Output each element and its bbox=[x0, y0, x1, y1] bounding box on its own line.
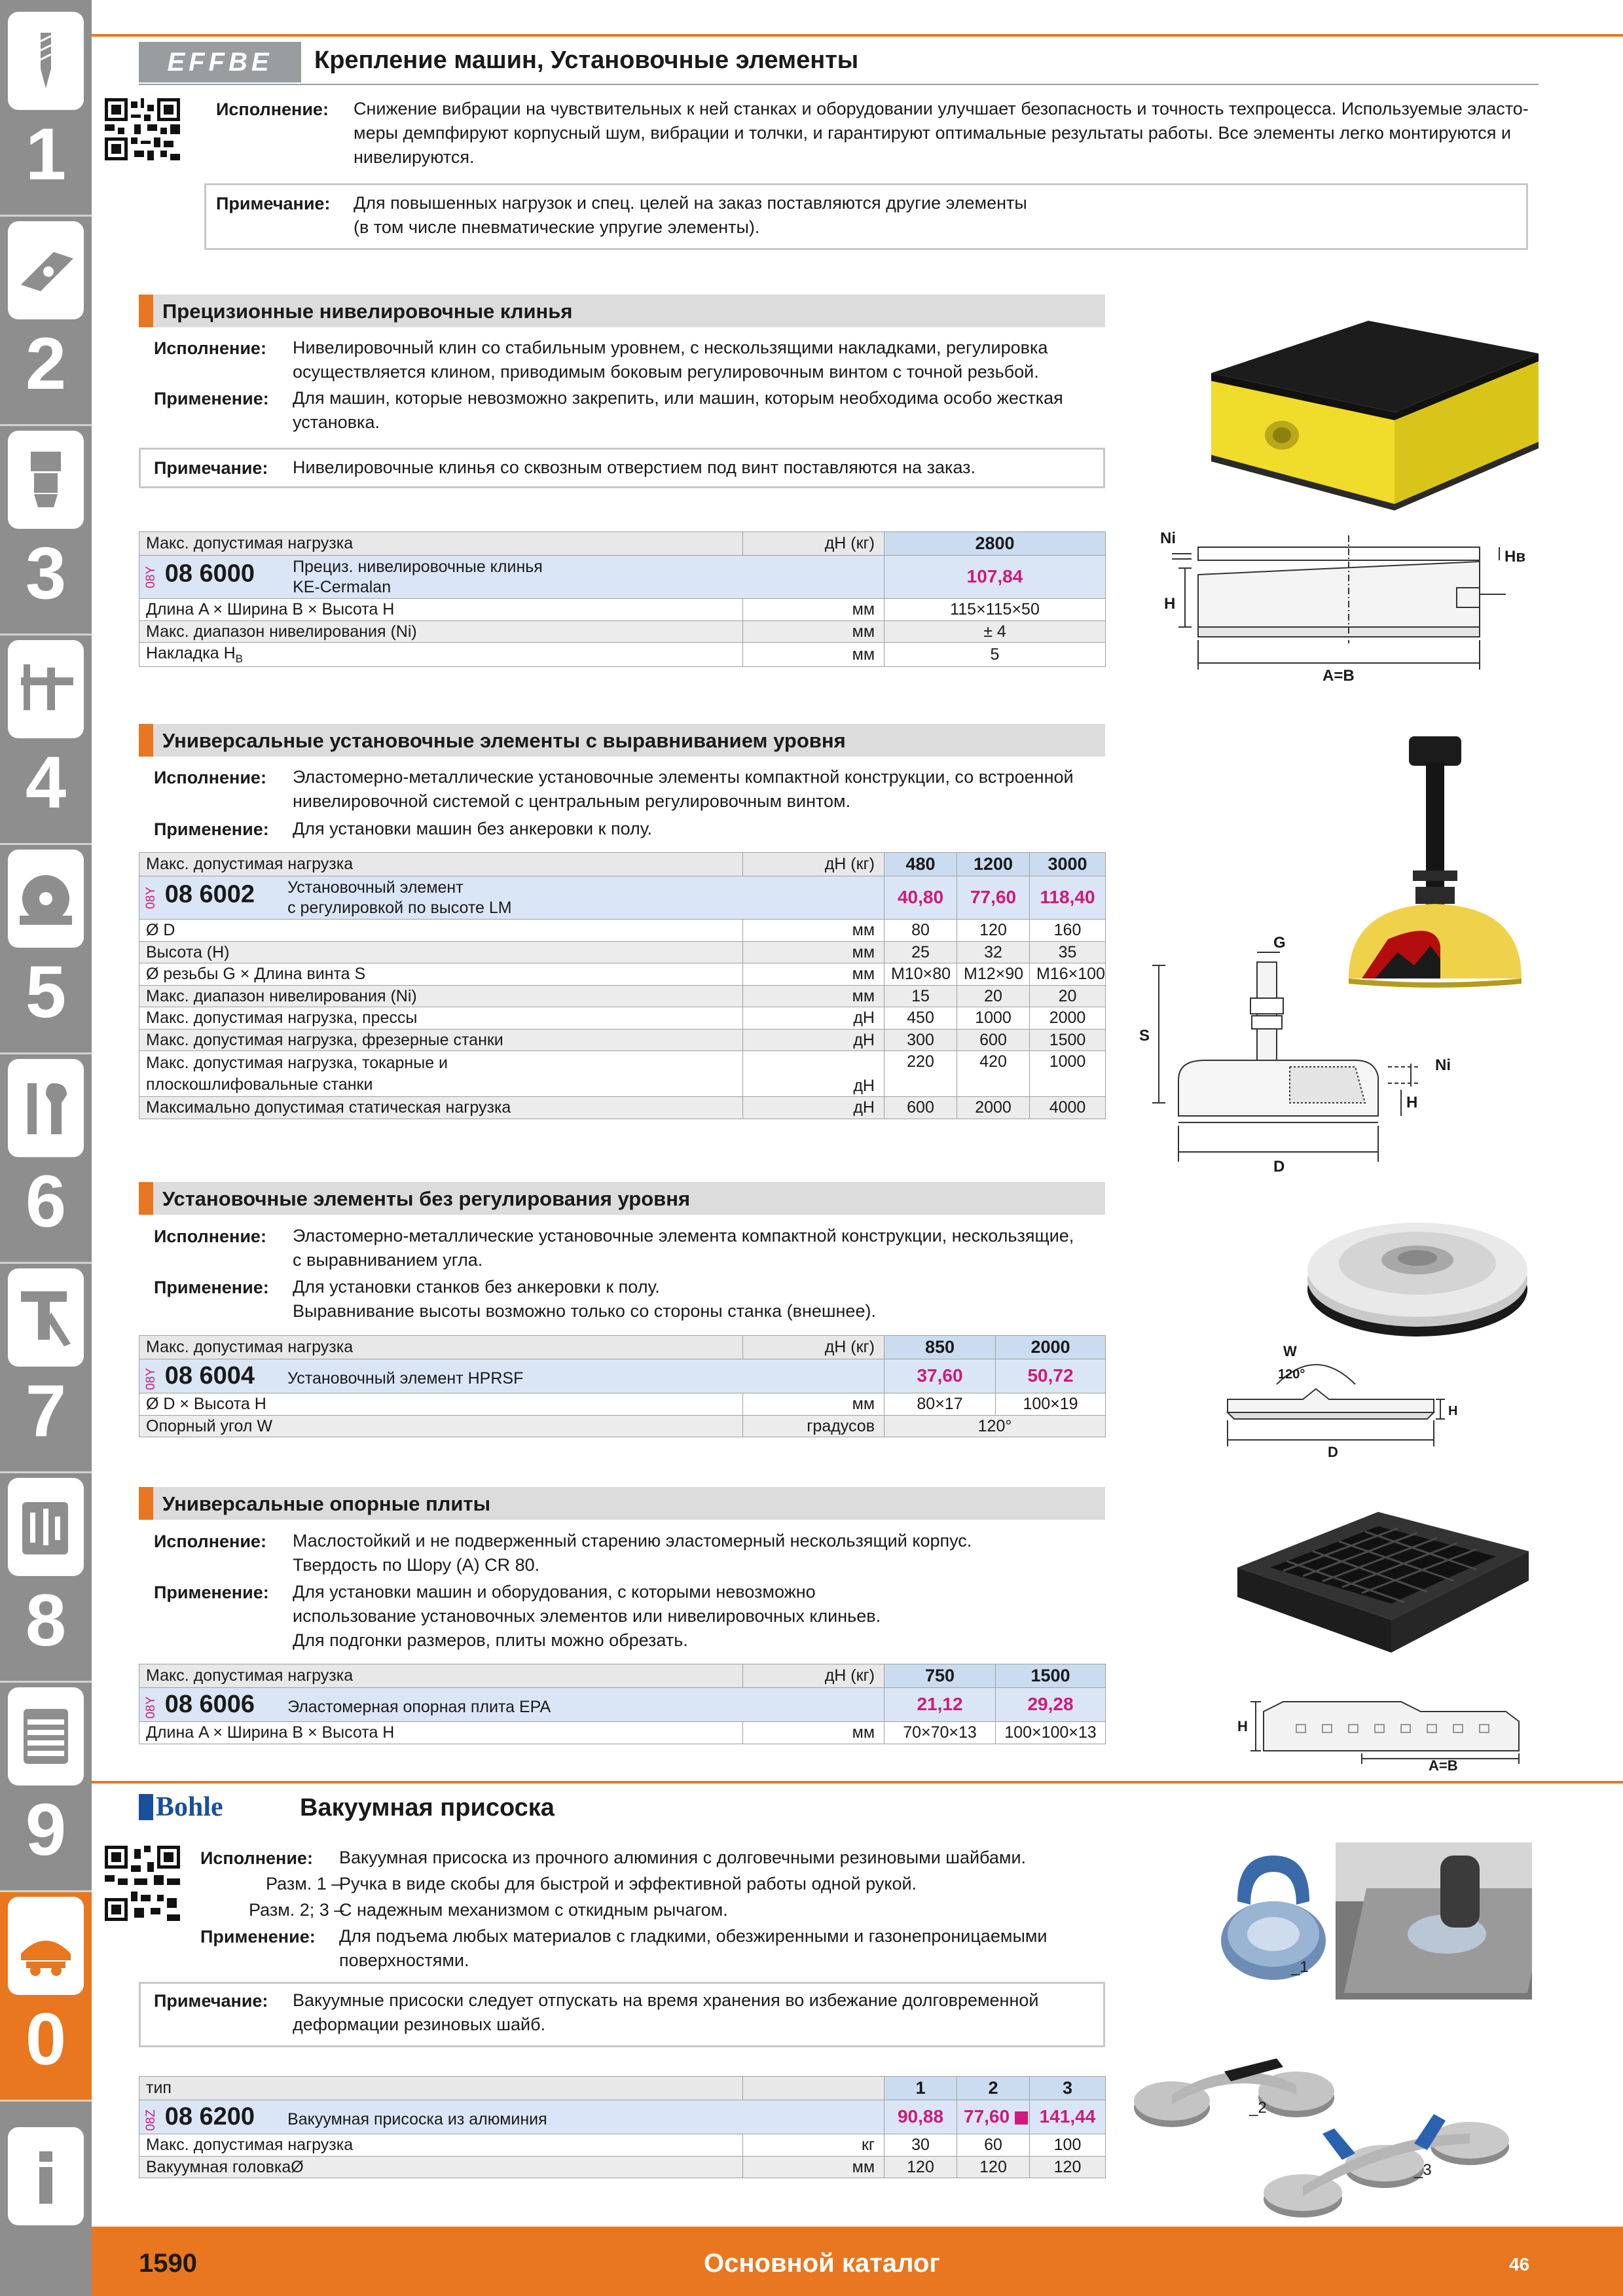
chapter-tab-7[interactable] bbox=[0, 1263, 92, 1473]
chapter-tab-6[interactable] bbox=[0, 1054, 92, 1263]
header-exec-line-2: меры демпфируют корпусный шум, вибрации и толчки, и гарантируют оптимальные результаты работы. Все элементы легко монтируются и bbox=[354, 123, 1511, 143]
s5-size23-text: С надежным механизмом с откидным рычагом. bbox=[339, 1900, 728, 1920]
order-prefix: 08Y bbox=[144, 886, 158, 909]
row-label: Максимально допустимая статическая нагрузка bbox=[139, 1097, 743, 1119]
header-exec-label: Исполнение: bbox=[216, 99, 329, 119]
price: 141,44 bbox=[1030, 2100, 1106, 2134]
row-unit: мм bbox=[743, 985, 884, 1007]
chapter-tab-divider bbox=[0, 1890, 92, 1892]
diagram-label-d: D bbox=[1328, 1444, 1338, 1460]
header-note-line-1: Для повышенных нагрузок и спец. целей на заказ поставляются другие элементы bbox=[354, 193, 1027, 213]
row-label: Макс. допустимая нагрузка, прессы bbox=[139, 1007, 743, 1030]
chapter-tab-divider bbox=[0, 1471, 92, 1473]
brand-logo-bohle bbox=[139, 1792, 286, 1822]
row-value: 220 bbox=[884, 1051, 957, 1097]
support-plate-photo bbox=[1231, 1505, 1532, 1656]
chapter-number: 1 bbox=[25, 113, 67, 195]
s3-app-line-2: Выравнивание высоты возможно только со стороны станка (внешнее). bbox=[293, 1301, 876, 1321]
row-unit: кг bbox=[743, 2134, 884, 2157]
s2-spec-table bbox=[139, 852, 1106, 1119]
price: 40,80 bbox=[884, 876, 957, 920]
load-label: Макс. допустимая нагрузка bbox=[139, 1664, 743, 1688]
row-unit: мм bbox=[743, 920, 884, 942]
drill-icon bbox=[8, 12, 84, 110]
leveling-mount-diagram bbox=[1139, 936, 1460, 1178]
load-value: 3000 bbox=[1030, 853, 1106, 876]
safety-icon bbox=[8, 1897, 84, 1995]
chapter-tab-divider bbox=[0, 843, 92, 845]
section-title-vacuum-lifter: Вакуумная присоска bbox=[300, 1794, 555, 1821]
brand-text: EFFBE bbox=[167, 48, 273, 77]
row-value: 120° bbox=[884, 1415, 1106, 1437]
diagram-label-h: H bbox=[1448, 1404, 1458, 1418]
s4-exec-line-1: Маслостойкий и не подверженный старению эластомерный нескользящий корпус. bbox=[293, 1531, 972, 1551]
row-label: Длина A × Ширина B × Высота H bbox=[139, 1722, 743, 1744]
price: 77,60 bbox=[964, 2106, 1010, 2127]
chapter-tab-4[interactable] bbox=[0, 635, 92, 844]
load-value: 2800 bbox=[884, 532, 1106, 556]
special-price-marker-icon bbox=[1015, 2111, 1028, 2125]
type-label: тип bbox=[139, 2077, 743, 2100]
price: 37,60 bbox=[884, 1359, 996, 1393]
s1-app-line-1: Для машин, которые невозможно закрепить, или машин, которым необходима особо жесткая bbox=[293, 388, 1063, 408]
row-value: 450 bbox=[884, 1007, 957, 1030]
row-value: 100×100×13 bbox=[996, 1722, 1106, 1744]
load-label: Макс. допустимая нагрузка bbox=[139, 853, 743, 876]
row-value: 600 bbox=[884, 1097, 957, 1119]
product-name: Установочный элемент HPRSF bbox=[287, 1369, 524, 1388]
s3-exec-line-1: Эластомерно-металлические установочные элемента компактной конструкции, нескользящие, bbox=[293, 1226, 1074, 1246]
s1-spec-table bbox=[139, 531, 1106, 667]
s1-note-text: Нивелировочные клинья со сквозным отверстием под винт поставляются на заказ. bbox=[293, 457, 976, 477]
diagram-label-ab: A=B bbox=[1429, 1757, 1458, 1770]
chapter-number: 8 bbox=[25, 1579, 67, 1661]
row-value: 60 bbox=[957, 2134, 1030, 2157]
s2-app-line-1: Для установки машин без анкеровки к полу. bbox=[293, 819, 653, 838]
s2-app-label: Применение: bbox=[154, 819, 269, 839]
type-value: 1 bbox=[884, 2077, 957, 2100]
diagram-label-ab: A=B bbox=[1322, 667, 1355, 685]
price: 118,40 bbox=[1030, 876, 1106, 920]
chapter-tab-8[interactable] bbox=[0, 1473, 92, 1682]
page-title: Крепление машин, Установочные элементы bbox=[314, 46, 859, 74]
wrench-icon bbox=[8, 1059, 84, 1157]
s4-exec-label: Исполнение: bbox=[154, 1532, 266, 1551]
row-label-line-2: плоскошлифовальные станки bbox=[146, 1075, 373, 1094]
price: 50,72 bbox=[996, 1359, 1106, 1393]
s2-exec-line-1: Эластомерно-металлические установочные элементы компактной конструкции, со встроенной bbox=[293, 767, 1074, 787]
section-bar-non-leveling bbox=[139, 1182, 1105, 1215]
footer-number: 46 bbox=[1509, 2254, 1530, 2274]
product-name-line-2: с регулировкой по высоте LM bbox=[287, 898, 512, 917]
s5-app-line-2: поверхностями. bbox=[339, 1950, 469, 1970]
s1-exec-line-1: Нивелировочный клин со стабильным уровнем, с нескользящими накладками, регулировка bbox=[293, 338, 1048, 357]
s1-note-label: Примечание: bbox=[154, 458, 268, 478]
article-number[interactable]: 08 6002 bbox=[164, 880, 255, 908]
load-value: 850 bbox=[884, 1336, 996, 1359]
row-unit: градусов bbox=[743, 1415, 884, 1437]
row-unit: дН bbox=[743, 1007, 884, 1030]
callout-2: _2 bbox=[1249, 2099, 1267, 2117]
s4-app-line-1: Для установки машин и оборудования, с которыми невозможно bbox=[293, 1582, 816, 1602]
chapter-number: 5 bbox=[25, 951, 67, 1033]
price: 107,84 bbox=[884, 556, 1106, 599]
row-unit: мм bbox=[743, 941, 884, 963]
row-label-sub: B bbox=[235, 653, 243, 666]
catalog-title: Основной каталог bbox=[704, 2249, 940, 2278]
row-label: Длина A × Ширина B × Высота H bbox=[139, 599, 743, 621]
header-exec-line-1: Снижение вибрации на чувствительных к ней станках и оборудовании улучшает безопасность и точность техпроцесса. Используемые эласто- bbox=[354, 99, 1529, 118]
price: 77,60 bbox=[957, 876, 1030, 920]
chapter-number: 2 bbox=[25, 323, 67, 404]
row-value: 120 bbox=[1030, 2156, 1106, 2178]
row-value: 35 bbox=[1030, 941, 1106, 963]
section-separator-rule bbox=[92, 1781, 1623, 1784]
load-unit: дН (кг) bbox=[743, 853, 884, 876]
product-name-line-2: KE-Cermalan bbox=[293, 577, 392, 596]
load-value: 750 bbox=[884, 1664, 996, 1688]
chapter-tab-5[interactable] bbox=[0, 844, 92, 1054]
row-value: 20 bbox=[957, 985, 1030, 1007]
chapter-tab-divider bbox=[0, 215, 92, 217]
s3-app-label: Применение: bbox=[154, 1278, 269, 1297]
callout-3: _3 bbox=[1414, 2161, 1432, 2179]
row-label: Макс. допустимая нагрузка bbox=[139, 2134, 743, 2157]
section-title: Прецизионные нивелировочные клинья bbox=[162, 300, 573, 323]
row-unit: мм bbox=[743, 2156, 884, 2178]
diagram-label-d: D bbox=[1273, 1158, 1285, 1175]
vacuum-lifter-1-photo bbox=[1211, 1842, 1336, 1993]
row-value: 1500 bbox=[1030, 1029, 1106, 1051]
load-unit: дН (кг) bbox=[743, 532, 884, 556]
row-value: 100 bbox=[1030, 2134, 1106, 2157]
row-value: M12×90 bbox=[957, 963, 1030, 986]
s5-size1-text: Ручка в виде скобы для быстрой и эффективной работы одной рукой. bbox=[339, 1874, 917, 1893]
info-icon bbox=[8, 2127, 84, 2225]
product-name: Вакуумная присоска из алюминия bbox=[287, 2109, 547, 2128]
diagram-label-h: H bbox=[1406, 1094, 1418, 1111]
grinder-disc-icon bbox=[8, 850, 84, 948]
page-number: 1590 bbox=[139, 2249, 197, 2278]
type-value: 3 bbox=[1030, 2077, 1106, 2100]
s5-exec-label: Исполнение: bbox=[200, 1848, 313, 1868]
diagram-label-w: W bbox=[1283, 1343, 1297, 1359]
row-label: Макс. допустимая нагрузка, токарные и bbox=[146, 1053, 448, 1072]
price: 21,12 bbox=[884, 1688, 996, 1722]
row-value: 2000 bbox=[957, 1097, 1030, 1119]
order-prefix: 08Y bbox=[144, 1696, 158, 1719]
row-label: Накладка H bbox=[146, 644, 236, 663]
chapter-tab-1[interactable] bbox=[0, 7, 92, 216]
row-value: M10×80 bbox=[884, 963, 957, 986]
article-number[interactable]: 08 6006 bbox=[164, 1690, 255, 1718]
s4-app-line-2: использование установочных элементов или нивелировочных клиньев. bbox=[293, 1606, 881, 1626]
row-label: Ø D bbox=[139, 920, 743, 942]
row-value: 120 bbox=[957, 920, 1030, 942]
s1-app-label: Применение: bbox=[154, 389, 269, 408]
row-value: 20 bbox=[1030, 985, 1106, 1007]
price: 29,28 bbox=[996, 1688, 1106, 1722]
pliers-icon bbox=[8, 1268, 84, 1367]
s5-app-label: Применение: bbox=[200, 1927, 316, 1946]
qr-code-icon[interactable] bbox=[105, 1846, 180, 1921]
section-title: Универсальные установочные элементы с выравниванием уровня bbox=[162, 729, 846, 752]
row-value: 5 bbox=[884, 643, 1106, 667]
header-exec-line-3: нивелируются. bbox=[354, 147, 475, 167]
row-label: Макс. допустимая нагрузка, фрезерные станки bbox=[139, 1029, 743, 1051]
order-prefix: 08Y bbox=[144, 1368, 158, 1391]
hprsf-element-diagram bbox=[1218, 1342, 1480, 1466]
s4-app-line-3: Для подгонки размеров, плиты можно обрезать. bbox=[293, 1630, 688, 1650]
s5-note-line-1: Вакуумные присоски следует отпускать на время хранения во избежание долговременной bbox=[293, 1990, 1039, 2010]
top-rule bbox=[92, 34, 1623, 37]
load-label: Макс. допустимая нагрузка bbox=[139, 532, 743, 556]
section-title: Установочные элементы без регулирования уровня bbox=[162, 1187, 691, 1210]
brand-logo-effbe bbox=[139, 42, 301, 82]
chapter-tab-divider bbox=[0, 424, 92, 426]
title-rule bbox=[139, 84, 1539, 85]
row-value: 1000 bbox=[1030, 1051, 1106, 1097]
row-value: 1000 bbox=[957, 1007, 1030, 1030]
product-name-line-1: Прециз. нивелировочные клинья bbox=[293, 557, 543, 576]
section-bar-leveling-wedges bbox=[139, 295, 1105, 327]
chapter-tab-divider bbox=[0, 1681, 92, 1683]
s5-exec-text: Вакуумная присоска из прочного алюминия с долговечными резиновыми шайбами. bbox=[339, 1848, 1027, 1867]
chapter-tab-divider bbox=[0, 1262, 92, 1264]
s2-exec-label: Исполнение: bbox=[154, 768, 266, 787]
row-label: Высота (H) bbox=[139, 941, 743, 963]
load-value: 1200 bbox=[957, 853, 1030, 876]
chapter-tab-2[interactable] bbox=[0, 216, 92, 425]
row-value: 115×115×50 bbox=[884, 599, 1106, 621]
row-label: Ø резьбы G × Длина винта S bbox=[139, 963, 743, 986]
type-value: 2 bbox=[957, 2077, 1030, 2100]
product-name-line-1: Установочный элемент bbox=[287, 878, 464, 897]
chapter-tab-9[interactable] bbox=[0, 1682, 92, 1892]
row-value: 120 bbox=[884, 2156, 957, 2178]
row-value: 160 bbox=[1030, 920, 1106, 942]
s5-spec-table bbox=[139, 2076, 1106, 2178]
row-value: 70×70×13 bbox=[884, 1722, 996, 1744]
chapter-tab-divider bbox=[0, 634, 92, 636]
load-unit: дН (кг) bbox=[743, 1664, 884, 1688]
load-value: 480 bbox=[884, 853, 957, 876]
vacuum-lifter-2-3-photo bbox=[1126, 2029, 1545, 2219]
s1-exec-line-2: осуществляется клином, приводимым боковым регулировочным винтом с точной резьбой. bbox=[293, 362, 1039, 382]
s5-note-line-2: деформации резиновых шайб. bbox=[293, 2015, 546, 2034]
order-prefix: 08Z bbox=[144, 2109, 158, 2131]
s1-exec-label: Исполнение: bbox=[154, 338, 266, 358]
qr-code-icon[interactable] bbox=[105, 98, 180, 160]
section-title: Универсальные опорные плиты bbox=[162, 1492, 491, 1515]
row-value: 420 bbox=[957, 1051, 1030, 1097]
row-label: Ø D × Высота H bbox=[139, 1393, 743, 1416]
chapter-sidebar bbox=[0, 0, 92, 2296]
row-value: 25 bbox=[884, 941, 957, 963]
s5-size23-label: Разм. 2; 3 – bbox=[249, 1900, 344, 1920]
s4-exec-line-2: Твердость по Шору (A) CR 80. bbox=[293, 1555, 540, 1575]
price: 90,88 bbox=[884, 2100, 957, 2134]
row-value: 300 bbox=[884, 1029, 957, 1051]
load-unit: дН (кг) bbox=[743, 1336, 884, 1359]
leveling-wedge-diagram bbox=[1159, 529, 1525, 686]
row-unit: дН bbox=[743, 1051, 884, 1097]
row-unit: мм bbox=[743, 1722, 884, 1744]
article-number[interactable]: 08 6000 bbox=[164, 560, 255, 588]
article-number[interactable]: 08 6004 bbox=[164, 1361, 255, 1390]
chapter-number: 9 bbox=[25, 1789, 67, 1871]
callout-1: _1 bbox=[1291, 1958, 1309, 1976]
row-unit: мм bbox=[743, 599, 884, 621]
row-value: ± 4 bbox=[884, 620, 1106, 643]
row-label: Опорный угол W bbox=[139, 1415, 743, 1437]
diagram-label-h: H bbox=[1164, 595, 1176, 613]
row-value: 600 bbox=[957, 1029, 1030, 1051]
load-value: 1500 bbox=[996, 1664, 1106, 1688]
row-unit: мм bbox=[743, 1393, 884, 1416]
s3-exec-line-2: с выравниванием угла. bbox=[293, 1250, 483, 1270]
row-unit: дН bbox=[743, 1097, 884, 1119]
row-value: 30 bbox=[884, 2134, 957, 2157]
row-unit: мм bbox=[743, 620, 884, 643]
diagram-label-g: G bbox=[1273, 936, 1286, 952]
s5-size1-label: Разм. 1 – bbox=[266, 1874, 342, 1893]
diagram-label-hb: Hв bbox=[1504, 548, 1525, 565]
chapter-number: 4 bbox=[25, 742, 67, 823]
row-unit: дН bbox=[743, 1029, 884, 1051]
order-prefix: 08Y bbox=[144, 565, 158, 588]
load-label: Макс. допустимая нагрузка bbox=[139, 1336, 743, 1359]
load-value: 2000 bbox=[996, 1336, 1106, 1359]
row-value: 120 bbox=[957, 2156, 1030, 2178]
s5-app-line-1: Для подъема любых материалов с гладкими, обезжиренными и газонепроницаемыми bbox=[339, 1926, 1048, 1946]
row-value: 32 bbox=[957, 941, 1030, 963]
s3-app-line-1: Для установки станков без анкеровки к полу. bbox=[293, 1277, 660, 1297]
row-unit: мм bbox=[743, 643, 884, 667]
header-note-label: Примечание: bbox=[216, 194, 331, 213]
product-name: Эластомерная опорная плита EPA bbox=[287, 1697, 551, 1716]
hprsf-element-photo bbox=[1303, 1211, 1532, 1342]
chapter-tab-3[interactable] bbox=[0, 425, 92, 635]
brand-text: Bohle bbox=[156, 1791, 223, 1822]
section-bar-support-plates bbox=[139, 1487, 1105, 1520]
chapter-number: 7 bbox=[25, 1370, 67, 1452]
row-value: M16×100 bbox=[1030, 963, 1106, 986]
s3-spec-table bbox=[139, 1335, 1106, 1437]
section-bar-universal-leveling bbox=[139, 724, 1105, 757]
row-value: 4000 bbox=[1030, 1097, 1106, 1119]
diagram-label-s: S bbox=[1139, 1027, 1150, 1045]
row-value: 2000 bbox=[1030, 1007, 1106, 1030]
s5-note-label: Примечание: bbox=[154, 1991, 268, 2011]
chapter-number: 0 bbox=[25, 1998, 67, 2080]
diagram-label-ni: Ni bbox=[1435, 1056, 1451, 1074]
chapter-tab-divider bbox=[0, 2100, 92, 2102]
row-unit: мм bbox=[743, 963, 884, 986]
chapter-tab-i[interactable] bbox=[0, 2101, 92, 2296]
s4-app-label: Применение: bbox=[154, 1583, 269, 1602]
page-footer bbox=[92, 2227, 1623, 2296]
chuck-icon bbox=[8, 431, 84, 529]
insert-icon bbox=[8, 221, 84, 319]
row-value: 80 bbox=[884, 920, 957, 942]
tool-cabinet-icon bbox=[8, 1687, 84, 1785]
row-value: 80×17 bbox=[884, 1393, 996, 1416]
row-label: Вакуумная головкаØ bbox=[139, 2156, 743, 2178]
article-number[interactable]: 08 6200 bbox=[164, 2102, 255, 2130]
s4-spec-table bbox=[139, 1664, 1106, 1744]
support-plate-diagram bbox=[1237, 1685, 1539, 1770]
chapter-tab-divider bbox=[0, 1052, 92, 1054]
row-label: Макс. диапазон нивелирования (Ni) bbox=[139, 985, 743, 1007]
diagram-label-ni: Ni bbox=[1160, 529, 1176, 547]
row-label: Макс. диапазон нивелирования (Ni) bbox=[139, 620, 743, 643]
toolbox-icon bbox=[8, 1478, 84, 1576]
diagram-label-angle: 120° bbox=[1278, 1367, 1305, 1382]
s1-app-line-2: установка. bbox=[293, 412, 380, 432]
chapter-number: 6 bbox=[25, 1160, 67, 1242]
row-value: 15 bbox=[884, 985, 957, 1007]
vacuum-lifter-in-use-photo bbox=[1336, 1842, 1532, 2000]
row-value: 100×19 bbox=[996, 1393, 1106, 1416]
chapter-number: 3 bbox=[25, 532, 67, 614]
s2-exec-line-2: нивелировочной системой с центральным регулировочным винтом. bbox=[293, 791, 851, 811]
leveling-wedge-photo bbox=[1198, 314, 1545, 517]
header-note-line-2: (в том числе пневматические упругие элементы). bbox=[354, 217, 760, 237]
caliper-icon bbox=[8, 640, 84, 738]
chapter-tab-0[interactable] bbox=[0, 1892, 92, 2101]
s3-exec-label: Исполнение: bbox=[154, 1227, 266, 1246]
diagram-label-h: H bbox=[1237, 1718, 1248, 1734]
